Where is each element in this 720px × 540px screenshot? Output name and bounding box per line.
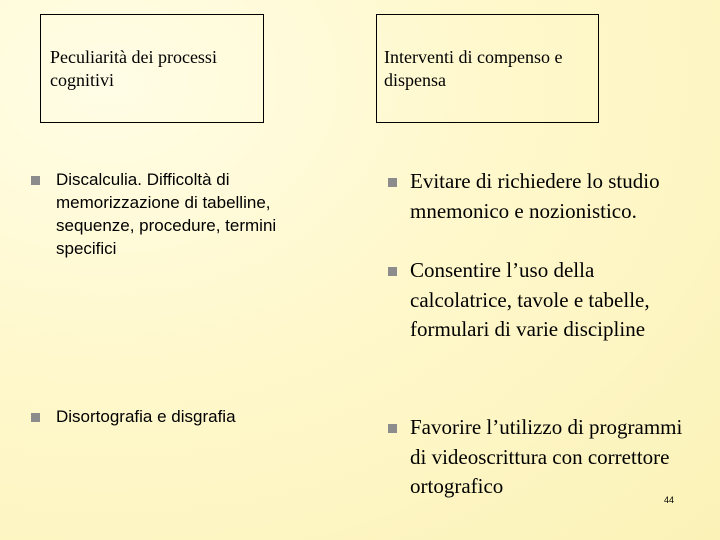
list-item-discalculia: Discalculia. Difficoltà di memorizzazione di tabelline, sequenze, procedure, termini specifici	[56, 170, 277, 258]
header-box-peculiarities	[40, 14, 264, 123]
bullet-square-icon	[388, 178, 397, 187]
bullet-square-icon	[388, 424, 397, 433]
header-interventions-title: Interventi di compenso e dispensa	[384, 47, 563, 90]
bullet-square-icon	[31, 413, 40, 422]
bullet-square-icon	[31, 176, 40, 185]
list-item-disortografia: Disortografia e disgrafia	[56, 407, 236, 426]
list-item-favorire: Favorire l’utilizzo di programmi di videoscrittura con correttore ortografico	[410, 415, 683, 498]
list-item-consentire: Consentire l’uso della calcolatrice, tavole e tabelle, formulari di varie discipline	[410, 258, 650, 341]
bullet-square-icon	[388, 267, 397, 276]
header-box-interventions	[376, 14, 599, 123]
page-number: 44	[664, 495, 675, 505]
list-item-evitare: Evitare di richiedere lo studio mnemonico e nozionistico.	[410, 169, 660, 223]
header-peculiarities-title: Peculiarità dei processi cognitivi	[50, 47, 217, 90]
